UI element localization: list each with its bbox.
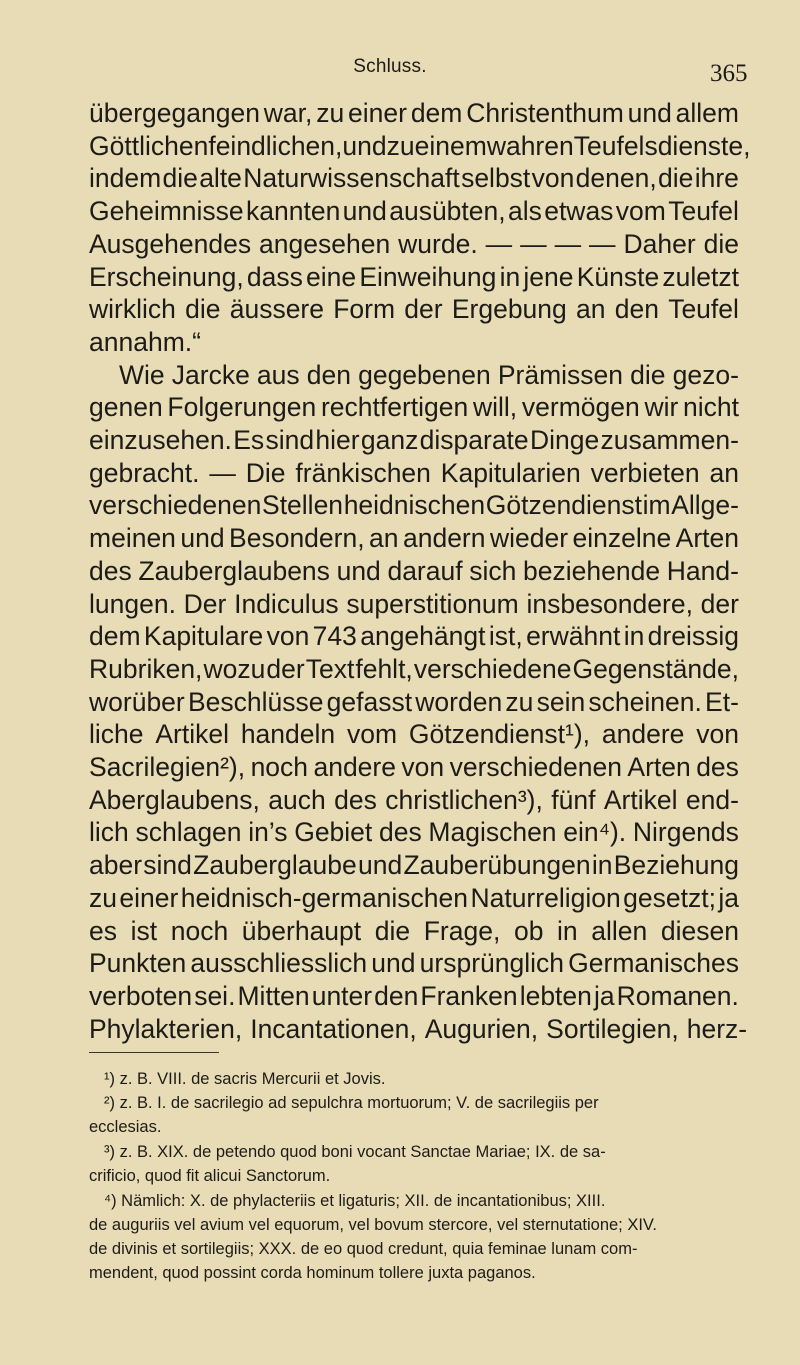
footnote-line: de divinis et sortilegiis; XXX. de eo quod credunt, quia feminae lunam com-	[89, 1240, 638, 1258]
body-line: liche Artikel handeln vom Götzendienst¹), andere von	[89, 719, 739, 750]
body-line: gebracht. — Die fränkischen Kapitularien verbieten an	[89, 457, 739, 488]
footnote-line: de auguriis vel avium vel equorum, vel bovum stercore, vel sternutatione; XIV.	[89, 1216, 658, 1234]
footnote-line: ecclesias.	[89, 1118, 162, 1136]
body-line: genen Folgerungen rechtfertigen will, vermögen wir nicht	[89, 392, 739, 423]
body-line: einzusehen. Es sind hier ganz disparate Dinge zusammen-	[89, 425, 739, 455]
body-line: des Zauberglaubens und darauf sich beziehende Hand-	[89, 555, 739, 586]
body-line: aber sind Zauberglaube und Zauberübungen in Beziehung	[89, 850, 739, 881]
footnote-line: mendent, quod possint corda hominum tollere juxta paganos.	[89, 1264, 536, 1282]
body-line: wirklich die äussere Form der Ergebung an den Teufel	[89, 294, 739, 325]
footnote-line: ¹) z. B. VIII. de sacris Mercurii et Jovis.	[104, 1070, 386, 1088]
body-line: lich schlagen in’s Gebiet des Magischen ein⁴). Nirgends	[89, 817, 739, 848]
body-line: Rubriken, wozu der Text fehlt, verschiedene Gegenstände,	[89, 653, 739, 684]
body-line: Aberglaubens, auch des christlichen³), fünf Artikel end-	[89, 784, 739, 815]
body-line: verboten sei. Mitten unter den Franken lebten ja Romanen.	[89, 980, 739, 1011]
page-number: 365	[710, 60, 748, 87]
footnote-line: crificio, quod fit alicui Sanctorum.	[89, 1167, 331, 1185]
body-line: Sacrilegien²), noch andere von verschiedenen Arten des	[89, 752, 739, 782]
body-line: Ausgehendes angesehen wurde. — — — — Daher die	[89, 228, 739, 259]
footnote-line: ⁴) Nämlich: X. de phylacteriis et ligaturis; XII. de incantationibus; XIII.	[104, 1192, 606, 1210]
footnote-line: ³) z. B. XIX. de petendo quod boni vocant Sanctae Mariae; IX. de sa-	[104, 1143, 606, 1161]
body-line: worüber Beschlüsse gefasst worden zu sein scheinen. Et-	[89, 686, 739, 717]
body-line: dem Kapitulare von 743 angehängt ist, erwähnt in dreissig	[89, 621, 739, 652]
body-line: Phylakterien, Incantationen, Augurien, Sortilegien, herz-	[89, 1013, 748, 1044]
body-line: es ist noch überhaupt die Frage, ob in allen diesen	[89, 915, 739, 946]
body-line: Punkten ausschliesslich und ursprünglich Germanisches	[89, 948, 739, 979]
body-line: verschiedenen Stellen heidnischen Götzendienst im Allge-	[89, 490, 739, 521]
body-line: Geheimnisse kannten und ausübten, als etwas vom Teufel	[89, 196, 739, 227]
body-line: meinen und Besondern, an andern wieder einzelne Arten	[89, 523, 739, 554]
body-line: lungen. Der Indiculus superstitionum insbesondere, der	[89, 588, 739, 619]
running-header: Schluss.	[353, 56, 427, 77]
body-line: Wie Jarcke aus den gegebenen Prämissen die gezo-	[119, 359, 739, 390]
footnote-divider	[89, 1052, 219, 1053]
body-line: zu einer heidnisch-germanischen Naturreligion gesetzt; ja	[89, 882, 739, 913]
footnote-line: ²) z. B. I. de sacrilegio ad sepulchra mortuorum; V. de sacrilegiis per	[104, 1094, 599, 1112]
body-line: annahm.“	[89, 326, 201, 357]
body-line: indem die alte Naturwissenschaft selbst von denen, die ihre	[89, 163, 739, 194]
body-line: Erscheinung, dass eine Einweihung in jene Künste zuletzt	[89, 261, 739, 292]
body-line: Göttlichen feindlichen, und zu einem wahren Teufelsdienste,	[89, 130, 751, 161]
body-line: übergegangen war, zu einer dem Christenthum und allem	[89, 98, 739, 128]
